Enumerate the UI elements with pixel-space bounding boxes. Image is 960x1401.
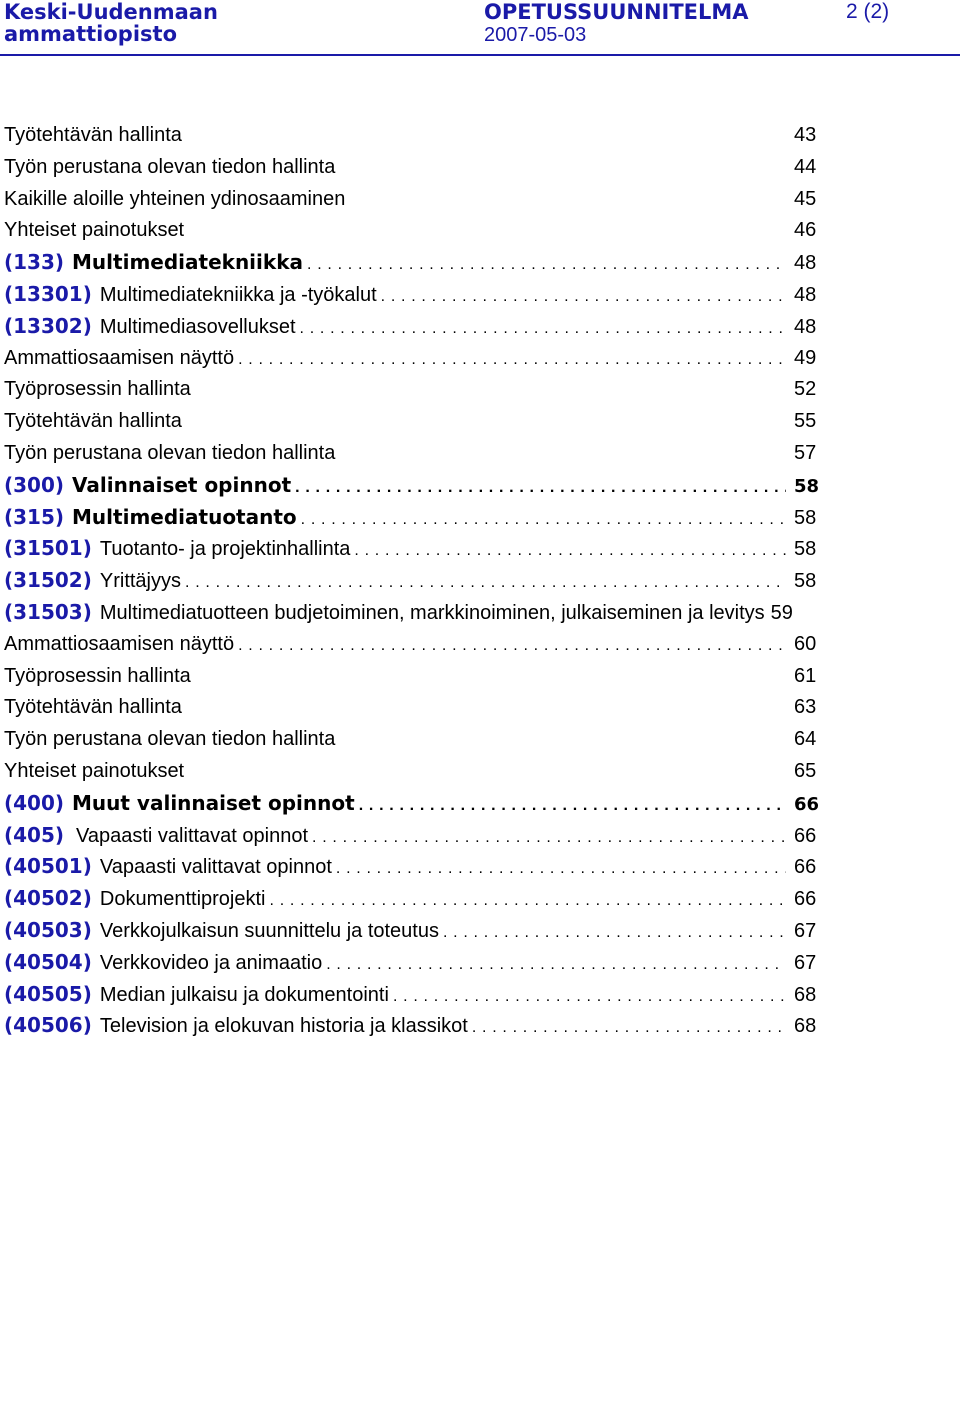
toc-entry-title: Yhteiset painotukset — [4, 759, 185, 782]
toc-entry[interactable] — [4, 184, 824, 216]
toc-entry-page-number: 66 — [794, 888, 817, 911]
organization-name-line2: ammattiopisto — [4, 22, 178, 46]
toc-entry-page-number: 46 — [794, 219, 817, 242]
toc-entry-leader — [336, 853, 786, 885]
toc-entry[interactable] — [4, 247, 824, 279]
toc-entry[interactable] — [4, 470, 824, 502]
toc-entry[interactable] — [4, 629, 824, 661]
toc-entry-title: Vapaasti valittavat opinnot — [99, 856, 332, 879]
toc-entry-page-number: 61 — [794, 664, 817, 687]
toc-entry[interactable] — [4, 152, 824, 184]
toc-entry[interactable] — [4, 343, 824, 375]
toc-entry-leader — [472, 1012, 786, 1044]
toc-entry-page-number: 58 — [794, 538, 817, 561]
toc-entry[interactable] — [4, 533, 824, 565]
toc-entry-title: Yrittäjyys — [99, 570, 181, 593]
toc-entry-code: (133) — [4, 250, 65, 275]
toc-entry-title: Television ja elokuvan historia ja klassikot — [99, 1015, 468, 1038]
toc-entry-leader — [295, 472, 786, 504]
toc-entry-page-number: 55 — [794, 410, 817, 433]
toc-entry[interactable] — [4, 915, 824, 947]
header-divider — [0, 54, 960, 56]
toc-entry-code: (40503) — [4, 917, 92, 942]
toc-entry[interactable] — [4, 947, 824, 979]
toc-entry[interactable] — [4, 724, 824, 756]
toc-entry-page-number: 66 — [794, 793, 820, 815]
toc-entry-title: Kaikille aloille yhteinen ydinosaaminen — [4, 187, 346, 210]
toc-entry-title: Valinnaiset opinnot — [72, 472, 292, 497]
toc-entry-leader — [270, 885, 787, 917]
toc-entry-title: Muut valinnaiset opinnot — [72, 790, 355, 815]
toc-entry-code: (40505) — [4, 981, 92, 1006]
document-title: OPETUSSUUNNITELMA — [484, 0, 749, 24]
toc-entry-code: (31503) — [4, 599, 92, 624]
toc-entry-page-number: 45 — [794, 187, 817, 210]
toc-entry[interactable] — [4, 565, 824, 597]
toc-entry[interactable] — [4, 692, 824, 724]
toc-entry-page-number: 60 — [794, 632, 817, 655]
toc-entry-leader — [238, 630, 786, 662]
toc-entry-title: Ammattiosaamisen näyttö — [4, 632, 235, 655]
toc-entry-leader — [326, 949, 786, 981]
toc-entry[interactable] — [4, 438, 824, 470]
toc-entry-leader — [307, 249, 786, 281]
toc-entry-code: (315) — [4, 504, 65, 529]
toc-entry-page-number: 66 — [794, 824, 817, 847]
toc-entry-page-number: 63 — [794, 696, 817, 719]
toc-entry-leader — [301, 504, 786, 536]
toc-entry-code: (400) — [4, 790, 65, 815]
toc-entry[interactable] — [4, 1010, 824, 1042]
page-header — [0, 0, 960, 58]
toc-entry-title: Multimediatekniikka — [72, 250, 303, 275]
toc-entry[interactable] — [4, 756, 824, 788]
toc-entry-title: Työn perustana olevan tiedon hallinta — [4, 728, 336, 751]
toc-entry-page-number: 67 — [794, 919, 817, 942]
toc-entry-page-number: 58 — [794, 475, 820, 497]
toc-entry[interactable] — [4, 597, 824, 629]
toc-entry-title: Yhteiset painotukset — [4, 219, 185, 242]
toc-entry-page-number: 68 — [794, 1015, 817, 1038]
toc-entry[interactable] — [4, 979, 824, 1011]
toc-entry-title: Multimediatekniikka ja -työkalut — [99, 283, 377, 306]
toc-entry-page-number: 68 — [794, 983, 817, 1006]
toc-entry-code: (405) — [4, 822, 65, 847]
toc-entry-code: (13302) — [4, 313, 92, 338]
toc-entry-title: Työtehtävän hallinta — [4, 696, 182, 719]
toc-entry-code: (13301) — [4, 281, 92, 306]
toc-entry-leader — [185, 567, 786, 599]
toc-entry-code: (40504) — [4, 949, 92, 974]
toc-entry[interactable] — [4, 120, 824, 152]
toc-entry[interactable] — [4, 788, 824, 820]
toc-entry-title: Työtehtävän hallinta — [4, 124, 182, 146]
organization-name-line1: Keski-Uudenmaan — [4, 0, 218, 24]
toc-entry-title: Multimediatuotanto — [72, 504, 297, 529]
toc-entry-page-number: 52 — [794, 378, 817, 401]
toc-entry-page-number: 57 — [794, 441, 817, 464]
toc-entry-page-number: 43 — [794, 124, 817, 146]
toc-entry[interactable] — [4, 661, 824, 693]
toc-entry-page-number: 59 — [770, 601, 793, 624]
toc-entry-leader — [393, 981, 786, 1013]
toc-entry-code: (40502) — [4, 886, 92, 911]
toc-entry[interactable] — [4, 374, 824, 406]
toc-entry[interactable] — [4, 406, 824, 438]
toc-entry-page-number: 65 — [794, 759, 817, 782]
toc-entry-page-number: 58 — [794, 570, 817, 593]
toc-entry-title: Multimediasovellukset — [99, 315, 296, 338]
toc-entry-title: Verkkojulkaisun suunnittelu ja toteutus — [99, 919, 439, 942]
toc-entry-page-number: 44 — [794, 155, 817, 178]
toc-entry-leader — [312, 822, 786, 854]
toc-entry[interactable] — [4, 820, 824, 852]
toc-entry-title: Dokumenttiprojekti — [99, 888, 266, 911]
toc-entry-leader — [354, 535, 786, 567]
toc-entry-page-number: 48 — [794, 315, 817, 338]
page-number: 2 (2) — [846, 0, 890, 23]
toc-entry[interactable] — [4, 215, 824, 247]
toc-entry-page-number: 58 — [794, 506, 817, 529]
toc-entry-title: Työprosessin hallinta — [4, 378, 191, 401]
toc-entry-code: (31501) — [4, 536, 92, 561]
toc-entry-leader — [300, 313, 786, 345]
toc-entry-code: (31502) — [4, 568, 92, 593]
toc-entry-page-number: 48 — [794, 283, 817, 306]
toc-entry-title: Ammattiosaamisen näyttö — [4, 346, 235, 369]
toc-entry-page-number: 48 — [794, 252, 817, 275]
toc-entry-title: Työprosessin hallinta — [4, 664, 191, 687]
toc-entry-title: Tuotanto- ja projektinhallinta — [99, 538, 351, 561]
toc-entry[interactable] — [4, 851, 824, 883]
toc-entry-title: Työn perustana olevan tiedon hallinta — [4, 155, 336, 178]
toc-entry-title: Verkkovideo ja animaatio — [99, 951, 323, 974]
toc-entry-code: (40506) — [4, 1013, 92, 1038]
toc-entry-title: Vapaasti valittavat opinnot — [76, 824, 309, 847]
toc-entry[interactable] — [4, 502, 824, 534]
document-date: 2007-05-03 — [484, 24, 587, 46]
toc-entry-code: (300) — [4, 472, 65, 497]
toc-entry[interactable] — [4, 311, 824, 343]
toc-entry[interactable] — [4, 279, 824, 311]
toc-entry-title: Median julkaisu ja dokumentointi — [99, 983, 389, 1006]
toc-entry-page-number: 64 — [794, 728, 817, 751]
toc-entry-title: Multimediatuotteen budjetoiminen, markkinoiminen, julkaiseminen ja levitys — [99, 601, 765, 624]
toc-entry-leader — [359, 790, 786, 822]
toc-entry-title: Työn perustana olevan tiedon hallinta — [4, 441, 336, 464]
toc-entry-leader — [443, 917, 786, 949]
table-of-contents — [4, 120, 824, 1042]
toc-entry-title: Työtehtävän hallinta — [4, 410, 182, 433]
toc-entry[interactable] — [4, 883, 824, 915]
toc-entry-page-number: 66 — [794, 856, 817, 879]
toc-entry-leader — [381, 281, 786, 313]
toc-entry-page-number: 49 — [794, 346, 817, 369]
toc-entry-leader — [238, 344, 786, 376]
toc-entry-code: (40501) — [4, 854, 92, 879]
toc-entry-page-number: 67 — [794, 951, 817, 974]
